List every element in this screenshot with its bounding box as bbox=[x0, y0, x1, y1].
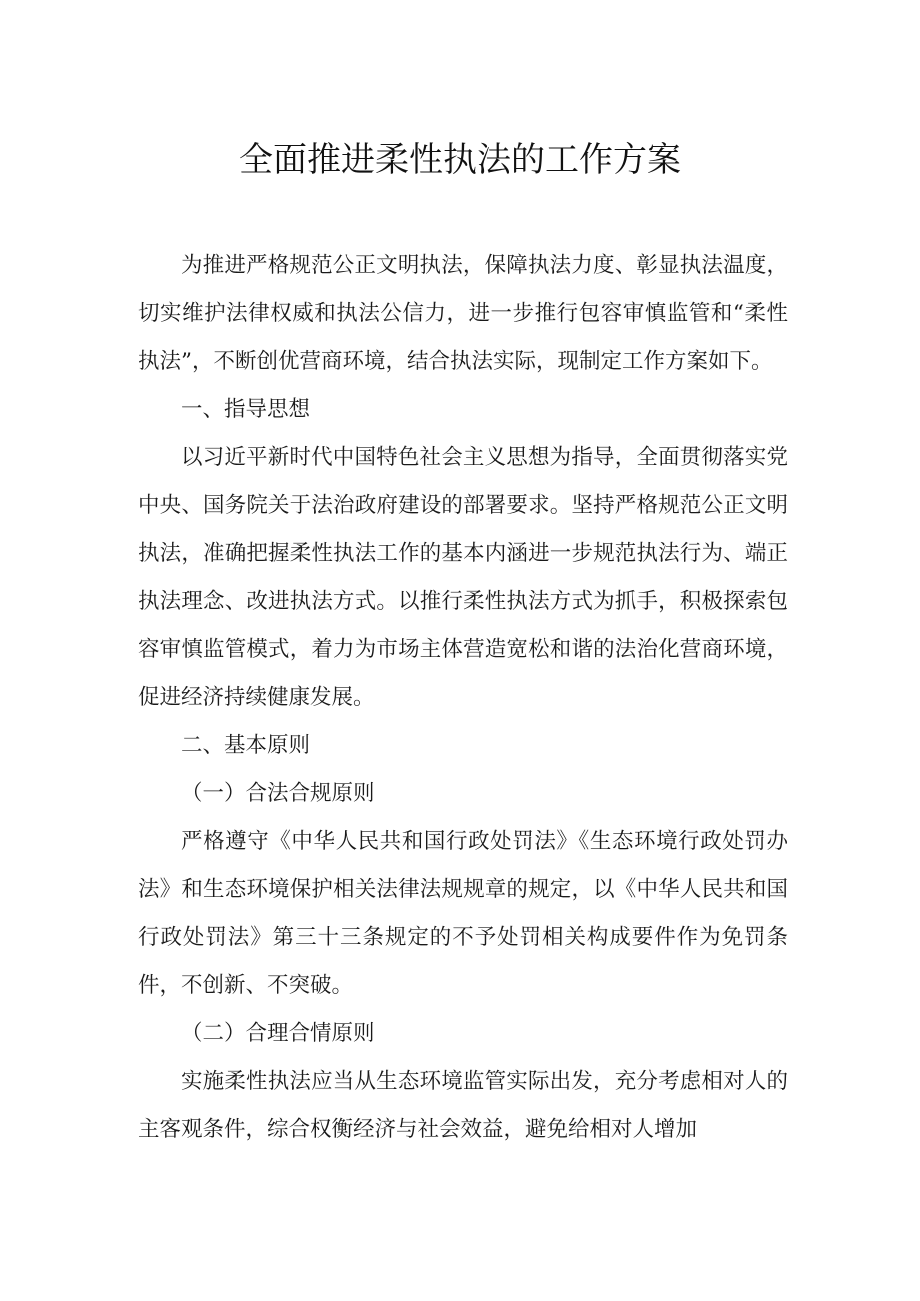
subheading-reasonable: （二）合理合情原则 bbox=[181, 1021, 375, 1046]
legal-compliance-paragraph: 严格遵守《中华人民共和国行政处罚法》《生态环境行政处罚办法》和生态环境保护相关法律法规规章的规定，以《中华人民共和国行政处罚法》第三十三条规定的不予处罚相关构成要件作为免罚条件，不创新、不突破。 bbox=[138, 829, 788, 998]
section-heading-basic-principles: 二、基本原则 bbox=[181, 733, 311, 758]
subheading-legal-compliance: （一）合法合规原则 bbox=[181, 781, 375, 806]
document-title: 全面推进柔性执法的工作方案 bbox=[239, 140, 681, 180]
intro-paragraph: 为推进严格规范公正文明执法，保障执法力度、彰显执法温度，切实维护法律权威和执法公信力，进一步推行包容审慎监管和“柔性执法”，不断创优营商环境，结合执法实际，现制定工作方案如下。 bbox=[138, 253, 788, 374]
reasonable-paragraph: 实施柔性执法应当从生态环境监管实际出发，充分考虑相对人的主客观条件，综合权衡经济与社会效益，避免给相对人增加 bbox=[138, 1069, 788, 1142]
document-body bbox=[138, 242, 788, 1154]
guiding-ideology-paragraph: 以习近平新时代中国特色社会主义思想为指导，全面贯彻落实党中央、国务院关于法治政府建设的部署要求。坚持严格规范公正文明执法，准确把握柔性执法工作的基本内涵进一步规范执法行为、端正执法理念、改进执法方式。以推行柔性执法方式为抓手，积极探索包容审慎监管模式，着力为市场主体营造宽松和谐的法治化营商环境，促进经济持续健康发展。 bbox=[138, 445, 788, 710]
section-heading-guiding-ideology: 一、指导思想 bbox=[181, 397, 311, 422]
